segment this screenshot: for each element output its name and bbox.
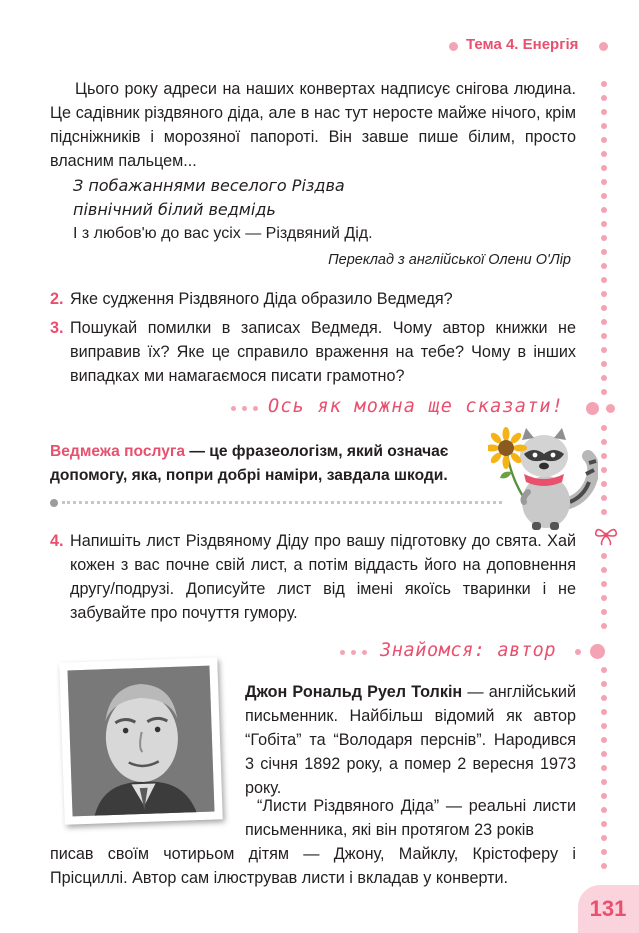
banner-dot bbox=[253, 406, 258, 411]
author-name: Джон Рональд Руел Толкін bbox=[245, 683, 463, 701]
question-3 bbox=[50, 316, 576, 388]
author-photo-frame bbox=[59, 657, 223, 824]
banner-dot bbox=[231, 406, 236, 411]
idiom-definition bbox=[50, 440, 500, 488]
say-it-banner: Ось як можна ще сказати! bbox=[268, 396, 565, 417]
raccoon-nose bbox=[539, 463, 549, 470]
question-2 bbox=[50, 287, 576, 311]
bow-icon bbox=[594, 524, 618, 546]
page-number: 131 bbox=[589, 896, 627, 921]
topic-title: Тема 4. Енергія bbox=[466, 36, 579, 53]
author-bio-part-2-start: “Листи Різдвяного Діда” — реальні листи письменника, які він протягом 23 років bbox=[245, 797, 576, 839]
raccoon-tail bbox=[566, 456, 596, 504]
question-text: Напишіть лист Різдвяному Діду про вашу підготовку до свята. Хай кожен з вас почне свій лист, а потім віддасть його на доповнення другу/подрузі. Дописуйте лист від імені якоїсь тваринки і не забувайте про почуття гумору. bbox=[70, 532, 576, 622]
banner-dot bbox=[575, 649, 581, 655]
author-bio-part-2-rest: писав своїм чотирьом дітям — Джону, Майклу, Крістоферу і Прісциллі. Автор сам ілюстрував листи і вкладав у конверти. bbox=[50, 845, 576, 887]
idiom-term: Ведмежа послуга bbox=[50, 443, 186, 460]
author-banner: Знайомся: автор bbox=[380, 640, 557, 661]
author-bio-part-1 bbox=[245, 680, 576, 800]
question-text: Пошукай помилки в записах Ведмедя. Чому автор книжки не виправив їх? Яке це справило враження на тебе? Чому в інших випадках ми намагаємося писати грамотно? bbox=[70, 319, 576, 385]
raccoon-ear-right bbox=[554, 428, 566, 440]
banner-dot bbox=[590, 644, 605, 659]
raccoon-eye-right bbox=[551, 453, 556, 458]
signature-line-1: З побажаннями веселого Рiздва bbox=[73, 176, 345, 195]
sunflower-icon bbox=[488, 427, 527, 498]
raccoon-with-sunflower-illustration bbox=[488, 426, 598, 530]
dotted-separator bbox=[62, 501, 502, 504]
question-4 bbox=[50, 529, 576, 625]
raccoon-ear-left bbox=[522, 428, 534, 440]
banner-dot bbox=[340, 650, 345, 655]
question-number: 2. bbox=[50, 290, 64, 308]
raccoon-eye-left bbox=[533, 453, 538, 458]
signature-line-2: північний білий ведмідь bbox=[73, 200, 276, 219]
question-number: 4. bbox=[50, 532, 64, 550]
banner-dot bbox=[362, 650, 367, 655]
author-portrait-photo bbox=[59, 657, 223, 824]
banner-dot bbox=[351, 650, 356, 655]
signature-line-3: І з любов'ю до вас усіх — Різдвяний Дід. bbox=[73, 225, 373, 242]
letter-paragraph: Цього року адреси на наших конвертах надписує снігова людина. Це садівник різдвяного діда, але в нас тут нeросте майже нічого, крім підсніжників і морозяної папороті. Він завше пише білим, просто власним пальцем... bbox=[50, 80, 576, 170]
idiom-text: — це фразеологізм, який означає допомогу, яка, попри добрі наміри, завдала шкоди. bbox=[50, 443, 449, 484]
author-bio-text: — англійський письменник. Найбільш відомий як автор “Гобіта” та “Володаря перснів”. Народився 3 січня 1892 року, а помер 2 вересня 1973 року. bbox=[245, 683, 577, 797]
question-text: Яке судження Різдвяного Діда образило Ведмедя? bbox=[70, 290, 453, 308]
question-number: 3. bbox=[50, 319, 64, 337]
translation-source: Переклад з англійської Олени О'Лір bbox=[328, 252, 571, 268]
separator-dot bbox=[50, 499, 58, 507]
banner-dot bbox=[606, 404, 615, 413]
right-dotted-border bbox=[599, 0, 613, 933]
banner-dot bbox=[242, 406, 247, 411]
header-dot-left bbox=[449, 42, 458, 51]
banner-dot bbox=[586, 402, 599, 415]
